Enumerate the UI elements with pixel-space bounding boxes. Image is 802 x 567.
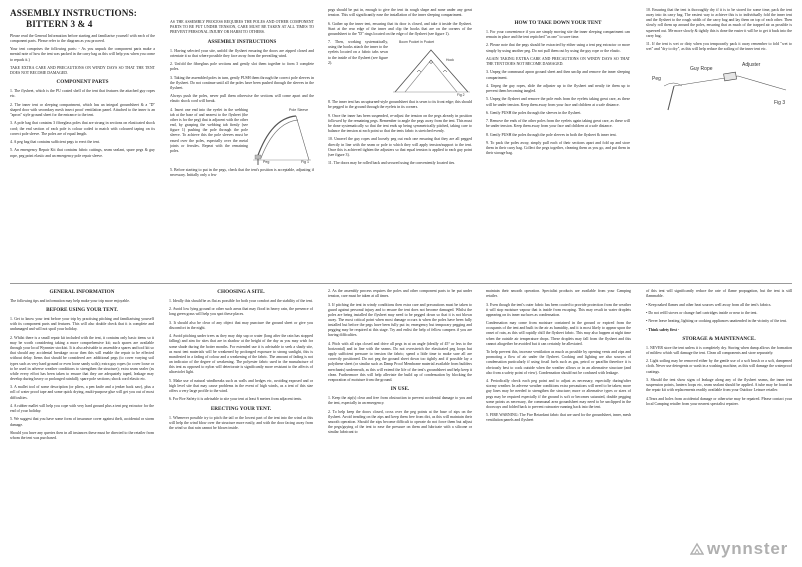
section-heading: COMPONENT PARTS — [56, 79, 109, 86]
paragraph: 1. Ideally this should be as flat as possible for both your comfort and the stability of the tent. — [169, 298, 313, 303]
paragraph: 3. Unpeg the communal apron ground sheet and then unclip and remove the inner sleeping compartment. — [486, 70, 630, 80]
paragraph: 7. Remove the ends of the other poles from the eyelets again taking great care, as these will be under tension. Keep them away from your face and children at a safe distance. — [486, 119, 630, 129]
top-column-1 — [10, 8, 155, 276]
paragraph: 4. Insert one end into the eyelet in the webbing tab at the base of and nearest to the flysheet (the other is for the peg) that is adjacent with the other end, by grasping the webbing tab firmly (see figure 1) pushing the pole through the pole sleeve. To achieve this the pole sleeves must be eased over the poles, especially over the metal joints or ferrules. Repeat with the remaining poles. — [170, 107, 248, 153]
inner-tent-hook-illustration — [391, 40, 472, 100]
tent-pole-sleeve-illustration — [251, 108, 314, 168]
figure-caption: Fig 3 — [774, 99, 786, 106]
brand-logo — [690, 539, 788, 559]
paragraph: 4. Unpeg the guy ropes, slide the adjuster up to the flysheet and neatly tie them up to prevent them becoming tangled. — [486, 83, 630, 94]
paragraph: 6. Gently PUSH the poles through the sleeves in the flysheet. — [486, 110, 582, 115]
paragraph: 4.Tears and holes from accidental damage or otherwise may be repaired. Please contact your local Camping retailer from your nearest specialist repairer. — [646, 396, 792, 406]
paragraph: 1. Keep the zip(s) clear and free from obstruction to prevent accidental damage to you and the tent, especially in an emergency. — [328, 396, 472, 406]
paragraph: 1. Having selected your site, unfold the flysheet ensuring the doors are zipped closed and orientate it so that where possible they face away from the prevailing wind. — [170, 48, 314, 58]
figure-1 — [251, 108, 314, 168]
paragraph: 5. Make use of natural windbreaks such as walls and hedges etc, avoiding exposed and or high level site that may cause problems in the event of high winds, as a tent of this size offers a very large profile to the wind. — [169, 378, 313, 393]
top-column-2 — [170, 20, 314, 276]
logo-text: wynnster — [706, 539, 788, 558]
paragraph: 2. Please note that the pegs should be extracted by either using a tent peg extractor or more simply by using another peg. Do not pull them out by using the guy rope or the elastic. — [486, 43, 630, 53]
paragraph: 6. For Fire Safety it is advisable to site your tent at least 6 metres from adjacent tents. — [169, 397, 303, 402]
paragraph: 1. NEVER store the tent unless it is completely dry. Storing when damp allows the formation of mildew which will damage the tent. Clean all components and store separately. — [646, 345, 792, 355]
paragraph: 4. A peg bag that contains sufficient pegs to erect the tent. — [10, 140, 100, 145]
figure-label: Guy Rope — [690, 65, 713, 72]
section-heading: ASSEMBLY INSTRUCTIONS — [207, 38, 277, 45]
section-heading: IN USE. — [390, 386, 410, 393]
bottom-column-3 — [328, 289, 472, 561]
section-divider — [10, 283, 792, 284]
top-column-4 — [486, 20, 630, 276]
paragraph: 11. If the tent is wet or dirty when you temporarily pack it away remember to fold "wet to wet" and "dry to dry", as this will help reduce the soiling of the inner tent etc. — [646, 42, 792, 52]
bottom-column-4 — [486, 289, 631, 561]
paragraph: 5. Before starting to put in the pegs, check that the tent's position is acceptable, adjusting if necessary. Initially only a few — [170, 167, 314, 177]
paragraph: 1. For your convenience if you are simply moving site the inner sleeping compartment can remain in place and the tent repitched "as one" to save time. — [486, 29, 630, 40]
paragraph: 2. Whilst there is a small repair kit included with the tent, it contains only basic items so it may be worth considering taking a more comprehensive kit; such spares are available through your local Wynnster stockist. It is also advisable to assemble a spares and tool kit so that should any accidental breakage occur then this will enable the repair to be effected without delay. Items that should be considered are: additional pegs (to cover varying soil types such as very hard ground or even loose sandy soils); extra guy ropes (to cover loose or to be used in adverse weather conditions to strengthen the structure); extra seam sealer (as while every effort has been taken to ensure that they are adequately taped, leakage may develop during heavy or prolonged rainfall); spare pole sections; shock cord elastic etc. — [10, 335, 154, 381]
paragraph: The following tips and information may help make your trip more enjoyable. — [10, 298, 130, 303]
paragraph: AGAIN TAKING EXTRA CARE AND PRECAUTIONS ON WINDY DAYS SO THAT THE TENT DOES NOT BECOME DAMAGED. — [486, 56, 630, 67]
paragraph: 7. Then, working systematically, using the hooks attach the inner to the eyelets located on a fabric tabs sewn to the inside of the flysheet (see figure 2). — [328, 40, 388, 65]
paragraph: 3. Should the tent show signs of leakage along any of the flysheet seams, the inner tent suspension points, lantern loops etc, seam sealant should be applied. A tube may be found in the repair kit with replacements readily available from your Outdoor Leisure retailer. — [646, 377, 792, 393]
figure-label: Boom Pocket in Pocket — [399, 40, 435, 45]
figure-caption: Fig 1 — [301, 159, 309, 164]
paragraph: 3. It should also be clear of any object that may puncture the ground sheet or give you discomfort in the night. — [169, 320, 313, 330]
paragraph: Should you have any queries then in all instances these must be directed to the retailer from whom the tent was purchased. — [10, 430, 154, 441]
figure-label: Hook — [446, 58, 454, 63]
paragraph: TAKE EXTRA CARE AND PRECAUTIONS ON WINDY DAYS SO THAT THE TENT DOES NOT BECOME DAMAGED. — [10, 65, 155, 76]
section-heading: GENERAL INFORMATION — [49, 289, 115, 295]
paragraph: Condensation may come from moisture contained in the ground or expired from the occupants of the tent and built in the air as humidity, and it is most likely to appear upon the onset of rain, as this will rapidly chill the flysheet fabric. This may also happen at night time when the outside air temperature drops. These droplets may fall from the flysheet and this cannot altogether be avoided but it can certainly be alleviated. — [486, 321, 631, 346]
figure-label: Pole Sleeve — [289, 107, 309, 112]
section-heading: STORAGE & MAINTENANCE. — [682, 335, 756, 342]
paragraph: 10. Unravel the guy ropes and loosely peg out each one ensuring that they are all pegged directly in line with the seam or pole to which they will apply tension/support to the tent. Once this is achieved tighten the adjusters so that equal tension is applied to each guy point (see figure 3). — [328, 137, 472, 157]
paragraph: 5. Unpeg the flysheet and remove the pole ends from the eyelets taking great care, as these will be under tension. Keep them away from your face and children at a safe distance. — [486, 97, 630, 107]
paragraph: 5. We suggest that you have some form of insurance cover against theft, accidental or storm damage. — [10, 417, 154, 427]
paragraph: Your tent comprises the following parts: - As you unpack the component parts make a mental note of how the tent was packed in the carry bag as this will help you when you come to repack it.) — [10, 47, 155, 62]
paragraph: 3. A mallet tool of some description (or pliers, a pen knife and a jenker back saw), plus a roll of water proof tape and some quick drying, multi-purpose glue will get you out of most difficulties. — [10, 385, 154, 400]
paragraph: 4. A rubber mallet will help you cope with very hard ground plus a tent peg extractor for the end of your holiday. — [10, 403, 154, 414]
top-column-5 — [646, 8, 792, 276]
paragraph: 5. FIRE WARNING: The Fire Retardant fabric that are used for the groundsheet, inner, mesh ventilation panels and flysheet — [486, 413, 631, 423]
section-heading: CHOOSING A SITE. — [217, 289, 265, 295]
paragraph: 3. A pole bag that contains 3 fibreglass poles that are strung in sections on elasticated shock cord; the end section of each pole is colour coded to match with coloured taping on its correct pole sleeve. The poles are of equal length. — [10, 121, 155, 136]
paragraph: 4. Avoid pitching under trees as they may drip sap or water (long after the rain has stopped falling) and aim for sites that are in shadow at the height of the day as you may wish for some shade during the hotter months. For extended use it is advisable to seek a shady site, as most tent materials will be weakened by prolonged exposure to strong sunlight, this is manifested in a fading of colour and a weakening of the fabric. The amount of fading is not an indicator of the degree of weakening. The polyester fabric used in the manufacture of this tent as opposed to nylon will deteriorate is significantly more resistant to the affects of ultraviolet light. — [169, 334, 313, 375]
logo-mark-icon — [690, 542, 704, 556]
paragraph: 9. To pack the poles away, simply pull each of their sections apart and fold up and store them in their carry bag. Collect the pegs together, cleaning them as you go, and put them in their storage bag. — [486, 141, 630, 156]
figure-label: Peg — [263, 159, 270, 164]
paragraph: 2. As the assembly process requires the poles and other component parts to be put under tension, care must be taken at all times. — [328, 289, 472, 299]
guy-rope-adjuster-illustration — [646, 56, 792, 118]
paragraph: 2. Light soiling may be removed either by the gentle use of a soft brush or a soft, dampened cloth. Never use detergents or wash in a washing machine, as this will damage the waterproof coatings. — [646, 359, 792, 374]
paragraph: 2. To help keep the doors closed, cross over the peg points at the base of zips on the flysheet. Avoid treading on the zips and keep them free from dirt, as this will maintain their smooth operation. Should the zips become difficult to operate do not force them but adjust the pegs/guying of the tent to ease the pressure on them and lubricate with a silicone or similar lubricant to — [328, 409, 472, 435]
paragraph: • Do not refill stoves or change fuel cartridges inside or near to the tent. — [646, 310, 758, 315]
paragraph: AS THE ASSEMBLY PROCESS REQUIRES THE POLES AND OTHER COMPONENT PARTS TO BE PUT UNDER TENSION, CARE MUST BE TAKEN AT ALL TIMES TO PREVENT PERSONAL INJURY OR HARM TO OTHERS. — [170, 20, 314, 35]
paragraph: Please read the General Information before starting and familiarise yourself with each of the component parts. Please refer to the diagram as you proceed. — [10, 33, 155, 43]
paragraph: - Think safety first - — [646, 327, 680, 332]
paragraph: 1. Whenever possible try to pitch the tail or the lowest part of the tent into the wind as this will help the wind blow over the structure more easily, and with the door facing away from the wind so that rain cannot be blown inside. — [169, 415, 313, 430]
document-title — [10, 8, 155, 30]
paragraph: of this tent will significantly reduce the rate of flame propagation, but the tent is still flammable. — [646, 289, 792, 299]
paragraph: 4. Periodically check each peg point and to adjust as necessary, especially during/after stormy weather. In adverse weather conditions extra precautions will need to be taken; more guy lines may be needed to strengthen the structure; more or alternative types or sizes of pegs may be required especially if the ground is soft or becomes saturated, double pegging some points as necessary, the communal area groundsheet may need to be unclipped in the doorways and folded back to prevent rainwater running back into the tent. — [486, 379, 631, 409]
paragraph: 1. Get to know your tent before your trip by practising pitching and familiarising yourself with its component parts and features. This will also double check that it is complete and undamaged and will not spoil your holiday. — [10, 317, 154, 332]
section-heading: ERECTING YOUR TENT. — [210, 405, 272, 412]
top-column-3 — [328, 8, 472, 276]
paragraph: pegs should be put in, enough to give the tent its rough shape and none under any great tension. This will significantly ease the installation of the inner sleeping compartment. — [328, 8, 472, 18]
paragraph: 2. Avoid low lying ground or other such areas that may flood in heavy rain, the presence of long green grass will help you spot these places. — [169, 307, 313, 317]
paragraph: 5. An emergency Repair Kit that contains fabric cuttings, seam sealant, spare pegs & guy rope, peg point elastic and an emergency pole repair sleeve. — [10, 148, 155, 158]
paragraph: 3. Taking the assembled poles in turn, gently PUSH them through the correct pole sleeves in the flysheet. Do not continue until all the poles have been pushed through the sleeves in the flysheet. — [170, 75, 314, 90]
paragraph: 9. Once the inner has been suspended, re-adjust the tension on the pegs already in position followed by the remaining pegs. Remember to angle the pegs away from the tent. This must be done systematically so that the tent ends up being symmetrically pitched, taking care to balance the tension at each point so that the tents fabric is stretched evenly. — [328, 113, 472, 134]
title-line-1: ASSEMBLY INSTRUCTIONS: — [10, 8, 137, 18]
paragraph: • Keep naked flames and other heat sources well away from all the tent's fabrics. — [646, 302, 772, 307]
paragraph: 10. Ensuring that the tent is thoroughly dry if it is to be stored for some time, pack the tent away into its carry bag. The easiest way to achieve this is to individually fold the inner tent and the flysheet to the rough width of the carry bag and lay them on top of each other. Then slowly roll them up around the poles, ensuring that as much of the trapped air as possible is squeezed out. Me more slowly & tightly this is done the easier it will be to get it back into the carry bag. — [646, 8, 792, 38]
paragraph: 4. Pitch with all zips closed and drive all pegs in at an angle (ideally of 45° or less to the horizontal) and in line with the seams. Do not overstretch the elasticated peg loops but apply sufficient pressure to tension the fabric; spend a little time to make sure all are correctly positioned. Do not peg the ground sheet down too tightly and if possible lay a polythene sheet (or similar such as Damp Proof Membrane material available from builders merchants) underneath, as this will extend the life of the tent's groundsheet and help keep it clean. Furthermore this will help alleviate the build up of condensation by blocking the evaporation of moisture from the ground. — [328, 341, 472, 382]
paragraph: Always push the poles, never pull them otherwise the sections will come apart and the elastic shock cord will break. — [170, 94, 314, 104]
title-line-2: BITTERN 3 & 4 — [26, 18, 93, 29]
section-heading: HOW TO TAKE DOWN YOUR TENT — [514, 20, 602, 26]
paragraph: 2. Unfold the fibreglass pole sections and gently slot them together to form 3 complete poles. — [170, 62, 314, 72]
paragraph: 8. The inner tent has an upturned-style groundsheet that is sewn to its front edge; this should be pegged to the ground through the eyelets in its corners. — [328, 100, 472, 110]
figure-label: Peg — [652, 75, 661, 82]
paragraph: 11. The doors may be rolled back and secured using the conveniently located ties. — [328, 161, 456, 166]
bottom-column-5 — [646, 289, 792, 525]
figure-caption: Fig 2 — [457, 93, 465, 98]
figure-3 — [646, 56, 792, 118]
section-heading: BEFORE USING YOUR TENT. — [46, 307, 118, 314]
paragraph: • Never leave heating, lighting or cooking appliances unattended in the vicinity of the tent. — [646, 319, 787, 324]
paragraph: 6. Gather up the inner tent, ensuring that its door is closed, and take it inside the flysheet. Start at the rear edge of the inner and clip the hooks that are on the corners of the groundsheet to the "D" rings located on the edge of the flysheet (see figure 1). — [328, 21, 472, 36]
bottom-column-1 — [10, 289, 154, 561]
paragraph: 3. If pitching the tent in windy conditions then extra care and precautions must be taken to guard against personal injury and to ensure the tent does not become damaged. Whilst the poles are being installed the flysheet may need to be pegged down so that it is not blown away. The most critical point when most damage occurs is when the poles have been fully installed but before the pegs have been fully put in; emergency but temporary pegging and pegging may be required at this stage. Try and enlist the help of fellow campers if you are having difficulties. — [328, 302, 472, 338]
paragraph: 8. Gently PUSH the poles through the pole sleeves in both the flysheet & inner tent. — [486, 132, 617, 137]
paragraph: 2. The inner tent or sleeping compartment, which has an integral groundsheet & a "D" shaped door with secondary mesh insect proof ventilation panel. Attached to the inner is an "apron" style ground sheet for the entrance to the tent. — [10, 102, 155, 118]
figure-2 — [391, 40, 472, 100]
paragraph: maintain their smooth operation. Specialist products are available from your Camping retailer. — [486, 289, 631, 299]
figure-label: Adjuster — [742, 61, 761, 68]
paragraph: 3. Even though the tent's outer fabric has been coated to provide protection from the weather it will stop moisture vapour that is inside from escaping. This may result in water droplets appearing on its inner surfaces as condensation. — [486, 302, 631, 317]
paragraph: 1. The flysheet, which is the PU coated shell of the tent that features the attached guy ropes etc. — [10, 89, 155, 99]
paragraph: To help prevent this, increase ventilation as much as possible by opening vents and zips and promoting a flow of air under the flysheet. Cooking and lighting are also sources of condensation particularly if using fossil fuels such as gas, petrol or paraffin therefore it is obviously best to cook outside when the weather allows or in an alternative structure (and also from a safety point of view). Condensation should not be confused with leakage. — [486, 350, 631, 375]
bottom-column-2 — [169, 289, 313, 561]
